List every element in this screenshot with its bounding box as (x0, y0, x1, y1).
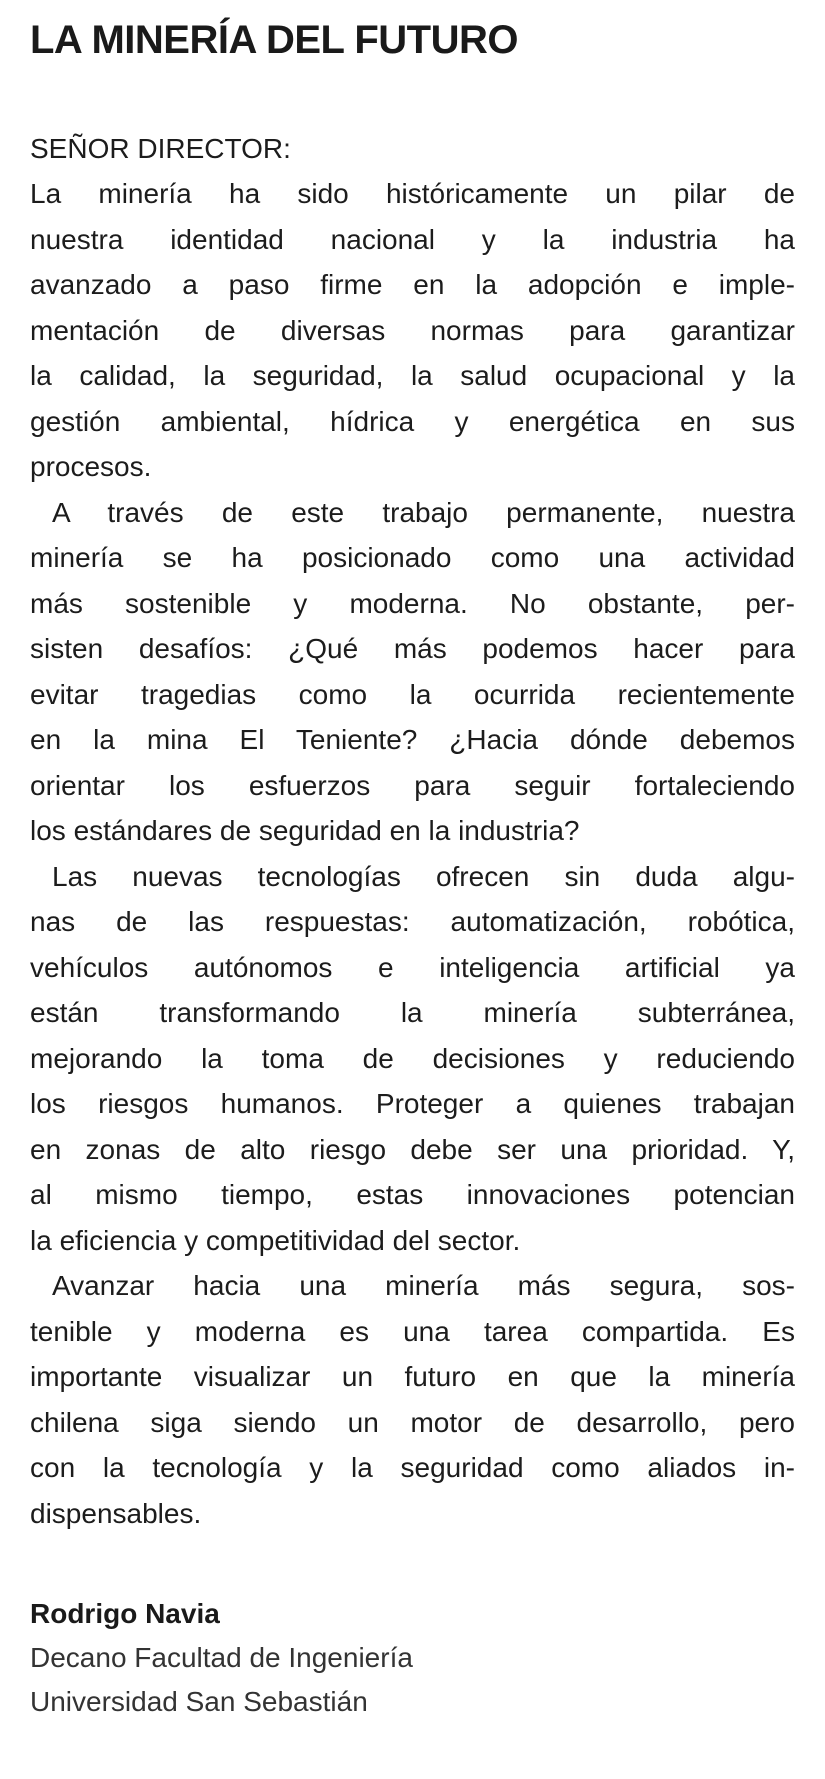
paragraph-line: vehículos autónomos e inteligencia artificial ya (30, 951, 795, 983)
paragraph-line: al mismo tiempo, estas innovaciones potencian (30, 1179, 795, 1210)
author-institution: Universidad San Sebastián (30, 1686, 368, 1717)
paragraph-line: los estándares de seguridad en la industria? (30, 815, 580, 846)
paragraph-line: avanzado a paso firme en la adopción e imple- (30, 269, 795, 300)
salutation: SEÑOR DIRECTOR: (30, 133, 291, 164)
paragraph-line: tenible y moderna es una tarea compartida. Es (30, 1315, 795, 1347)
paragraph-line: los riesgos humanos. Proteger a quienes trabajan (30, 1088, 795, 1119)
paragraph-line: dispensables. (30, 1497, 202, 1529)
paragraph-line: mejorando la toma de decisiones y reduciendo (30, 1042, 795, 1074)
letter-body (30, 126, 795, 1536)
letter-page (30, 0, 795, 1779)
paragraph-line: Las nuevas tecnologías ofrecen sin duda algu- (52, 860, 795, 892)
paragraph-line: gestión ambiental, hídrica y energética en sus (30, 405, 795, 437)
headline: LA MINERÍA DEL FUTURO (30, 18, 518, 62)
paragraph-line: sisten desafíos: ¿Qué más podemos hacer para (30, 633, 795, 664)
paragraph-line: la calidad, la seguridad, la salud ocupacional y la (30, 360, 795, 391)
paragraph-line: Avanzar hacia una minería más segura, sos- (52, 1270, 795, 1301)
paragraph-line: están transformando la minería subterránea, (30, 997, 795, 1028)
paragraph-line: la eficiencia y competitividad del sector. (30, 1224, 521, 1256)
author-title: Decano Facultad de Ingeniería (30, 1642, 413, 1673)
paragraph-1 (30, 171, 795, 490)
signature-block (30, 1592, 795, 1724)
paragraph-line: nuestra identidad nacional y la industria ha (30, 223, 795, 255)
paragraph-line: más sostenible y moderna. No obstante, per- (30, 587, 795, 619)
paragraph-line: evitar tragedias como la ocurrida recientemente (30, 678, 795, 710)
paragraph-line: en zonas de alto riesgo debe ser una prioridad. Y, (30, 1133, 795, 1165)
paragraph-line: importante visualizar un futuro en que la minería (30, 1361, 795, 1392)
paragraph-3 (30, 854, 795, 1264)
paragraph-line: en la mina El Teniente? ¿Hacia dónde debemos (30, 724, 795, 755)
paragraph-line: con la tecnología y la seguridad como aliados in- (30, 1452, 795, 1483)
author-name: Rodrigo Navia (30, 1598, 220, 1629)
paragraph-line: procesos. (30, 451, 152, 482)
paragraph-line: chilena siga siendo un motor de desarrollo, pero (30, 1406, 795, 1438)
paragraph-line: A través de este trabajo permanente, nuestra (52, 496, 795, 528)
paragraph-line: minería se ha posicionado como una actividad (30, 542, 795, 573)
paragraph-line: La minería ha sido históricamente un pilar de (30, 178, 795, 209)
paragraph-line: mentación de diversas normas para garantizar (30, 314, 795, 346)
paragraph-2 (30, 490, 795, 854)
paragraph-line: orientar los esfuerzos para seguir fortaleciendo (30, 769, 795, 801)
paragraph-4 (30, 1263, 795, 1536)
paragraph-line: nas de las respuestas: automatización, robótica, (30, 906, 795, 937)
